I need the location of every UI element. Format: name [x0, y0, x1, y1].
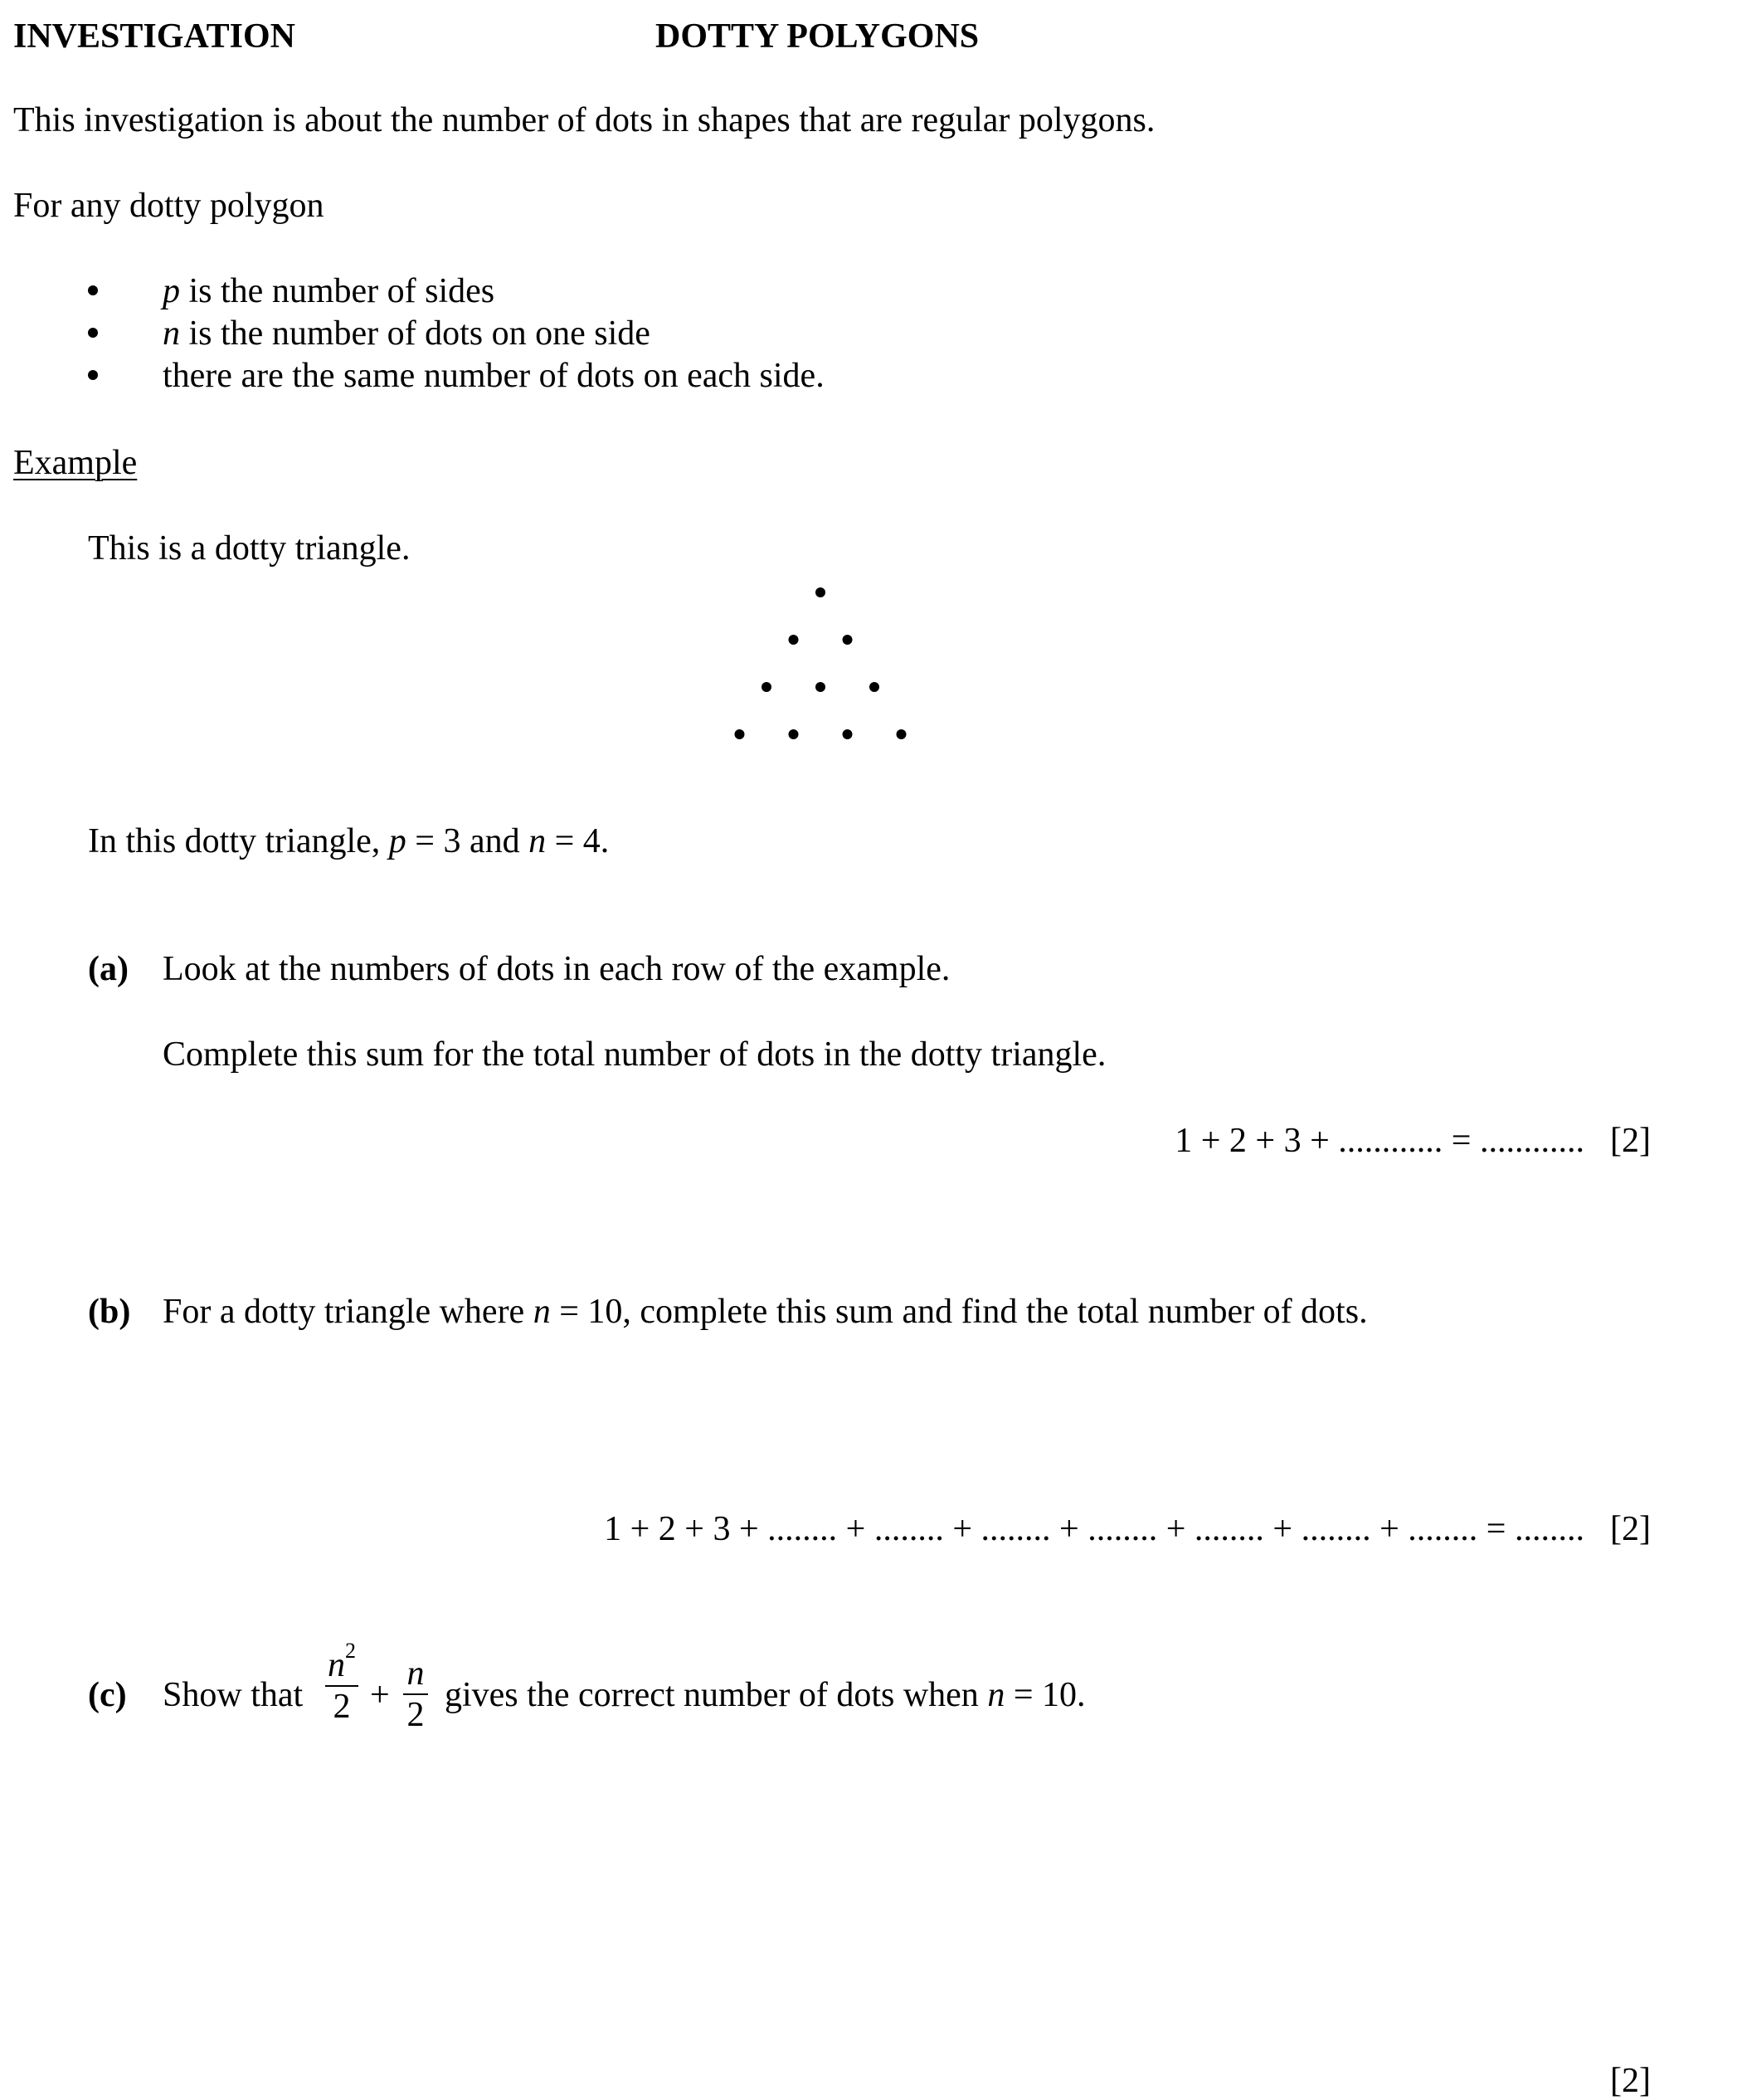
- variable-n: n: [163, 314, 180, 353]
- bullet-text: is the number of sides: [180, 272, 495, 310]
- triangle-dot: [735, 729, 745, 739]
- part-b-sum: 1 + 2 + 3 + ........ + ........ + ........ + ........ + ........ + ........ + ........ = ........: [604, 1510, 1584, 1548]
- part-c-label: (c): [88, 1676, 127, 1714]
- part-c-marks: [2]: [1610, 2062, 1651, 2100]
- part-c-suffix: [445, 1678, 1086, 1713]
- fraction-numerator: n: [328, 1646, 345, 1684]
- bullet-text: there are the same number of dots on each side.: [163, 357, 825, 395]
- fraction-n-squared-over-2: [325, 1639, 358, 1726]
- part-b-prefix: For a dotty triangle where: [163, 1293, 533, 1331]
- example-p-value: = 3 and: [406, 822, 529, 860]
- part-a-label: (a): [88, 950, 129, 988]
- triangle-dot: [789, 729, 799, 739]
- variable-p: p: [163, 272, 180, 310]
- header-investigation: INVESTIGATION: [13, 17, 295, 56]
- fraction-numerator: n: [406, 1654, 425, 1693]
- header-title: DOTTY POLYGONS: [655, 17, 980, 56]
- part-a-sum: 1 + 2 + 3 + ............ = ............: [1175, 1122, 1584, 1160]
- triangle-dot: [762, 682, 771, 692]
- bullet-icon: [88, 328, 98, 338]
- part-c-suffix-a: gives the correct number of dots when: [445, 1676, 988, 1714]
- bullet-item: [0, 314, 995, 353]
- triangle-dot: [897, 729, 907, 739]
- variable-n: n: [987, 1676, 1005, 1714]
- bullet-text: is the number of dots on one side: [180, 314, 650, 353]
- triangle-dot: [815, 682, 825, 692]
- example-n-value: = 4.: [546, 822, 610, 860]
- fraction-n-over-2: [403, 1656, 428, 1732]
- variable-p: p: [388, 822, 406, 860]
- plus-sign: +: [370, 1676, 390, 1714]
- part-b-marks: [2]: [1610, 1510, 1651, 1548]
- variable-n: n: [528, 822, 547, 860]
- intro-text: This investigation is about the number of dots in shapes that are regular polygons.: [13, 101, 1156, 139]
- example-description: This is a dotty triangle.: [88, 529, 411, 568]
- any-polygon-text: For any dotty polygon: [13, 187, 324, 225]
- part-a-instruction: Look at the numbers of dots in each row of the example.: [163, 950, 951, 988]
- fraction-denominator: 2: [333, 1688, 351, 1726]
- bullet-item: [0, 272, 995, 310]
- bullet-icon: [88, 370, 98, 380]
- example-values-prefix: In this dotty triangle,: [88, 822, 389, 860]
- triangle-dot: [815, 587, 825, 597]
- part-a-question: Complete this sum for the total number of dots in the dotty triangle.: [163, 1035, 1107, 1074]
- part-b-question: [163, 1294, 1368, 1329]
- part-c-suffix-b: = 10.: [1005, 1676, 1086, 1714]
- part-a-marks: [2]: [1610, 1122, 1651, 1160]
- triangle-dot: [843, 635, 853, 645]
- part-c-prefix: Show that: [163, 1676, 304, 1714]
- example-values: [88, 824, 609, 859]
- example-heading: Example: [13, 444, 138, 482]
- part-b-label: (b): [88, 1293, 131, 1331]
- fraction-denominator: 2: [406, 1696, 425, 1734]
- fraction-exponent: 2: [345, 1639, 356, 1663]
- triangle-dot: [789, 635, 799, 645]
- bullet-item: [0, 357, 995, 395]
- triangle-dot: [869, 682, 879, 692]
- part-b-suffix: = 10, complete this sum and find the total number of dots.: [550, 1293, 1368, 1331]
- bullet-icon: [88, 285, 98, 295]
- triangle-dot: [843, 729, 853, 739]
- variable-n: n: [533, 1293, 551, 1331]
